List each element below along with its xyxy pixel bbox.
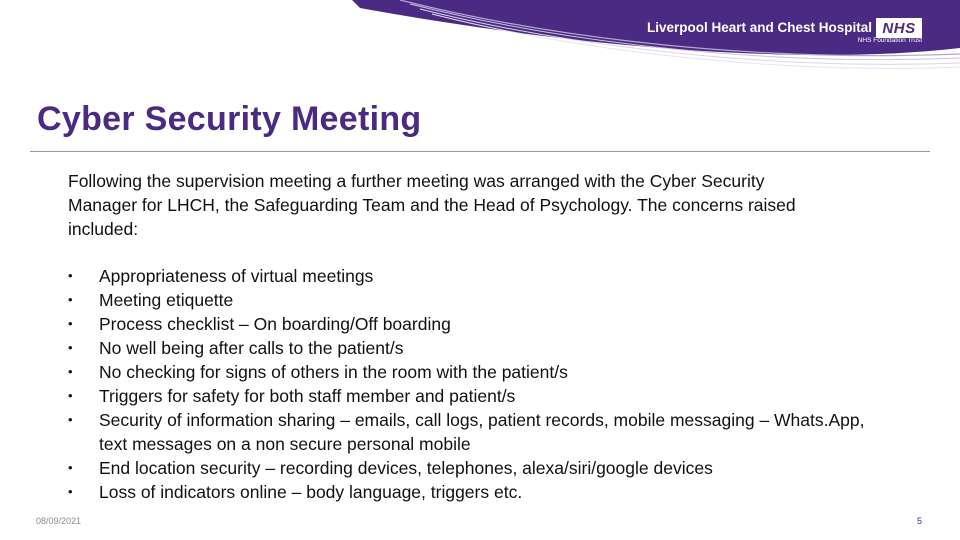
list-item: • End location security – recording devices, telephones, alexa/siri/google devices [68,458,713,478]
trust-name: NHS Foundation Trust [857,37,922,44]
bullet-icon: • [68,460,73,475]
list-item: • No checking for signs of others in the room with the patient/s [68,362,568,382]
slide-title: Cyber Security Meeting [37,100,422,138]
bullet-icon: • [68,340,73,355]
intro-paragraph: Following the supervision meeting a further meeting was arranged with the Cyber Security Manager for LHCH, the Safeguarding Team and the Head of Psychology. The concerns raised included: [68,171,796,239]
list-item: • Triggers for safety for both staff member and patient/s [68,386,516,406]
header-banner [0,0,960,100]
banner-swoosh-graphic [0,0,960,100]
bullet-icon: • [68,484,73,499]
bullet-icon: • [68,364,73,379]
title-divider [30,151,930,152]
bullet-icon: • [68,316,73,331]
bullet-icon: • [68,412,73,427]
page-number: 5 [916,516,922,526]
list-item: • Security of information sharing – emails, call logs, patient records, mobile messaging – Whats.App, text messages on a non secure personal mobile [68,410,865,454]
bullet-icon: • [68,268,73,283]
list-item: • Loss of indicators online – body language, triggers etc. [68,482,523,502]
list-item: • No well being after calls to the patient/s [68,338,404,358]
footer-date: 08/09/2021 [36,516,82,526]
concerns-list [68,264,868,504]
list-item: • Meeting etiquette [68,290,234,310]
bullet-icon: • [68,388,73,403]
organisation-name: Liverpool Heart and Chest Hospital [646,20,872,35]
list-item: • Appropriateness of virtual meetings [68,266,374,286]
nhs-logo: NHS [876,18,922,38]
bullet-icon: • [68,292,73,307]
list-item: • Process checklist – On boarding/Off boarding [68,314,451,334]
